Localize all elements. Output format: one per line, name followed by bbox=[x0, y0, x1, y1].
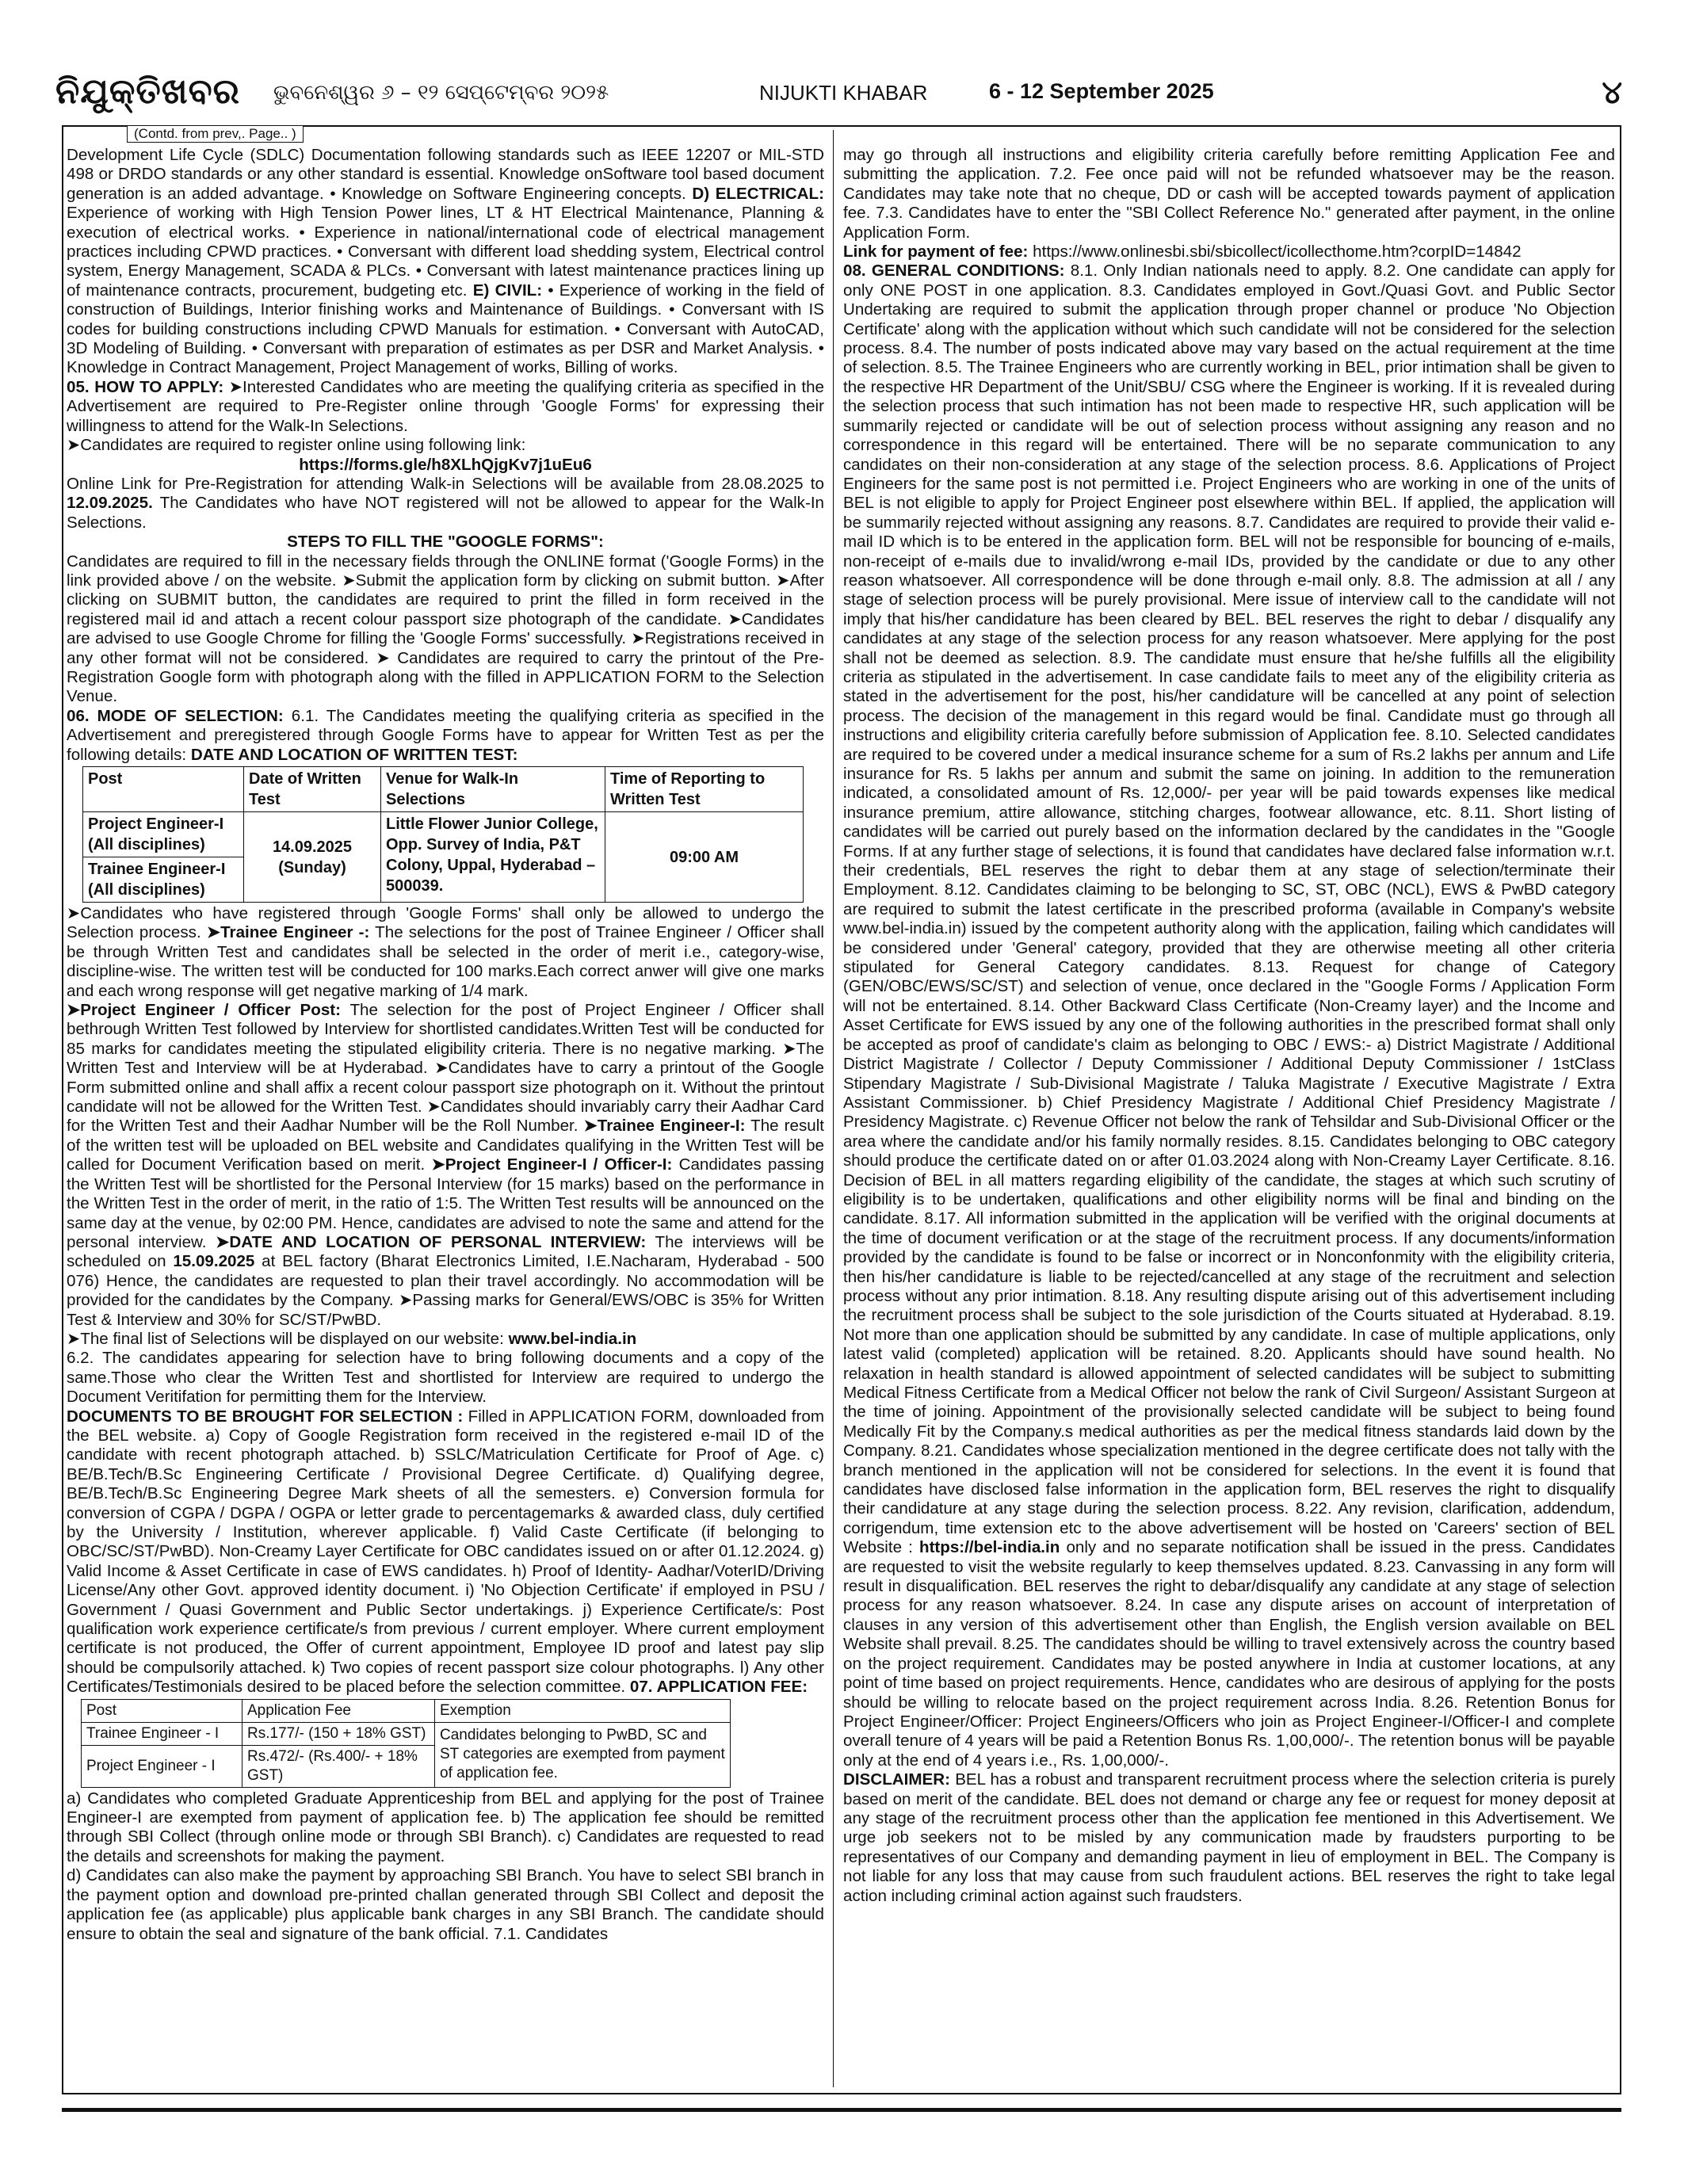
cell-fee-project: Rs.472/- (Rs.400/- + 18% GST) bbox=[242, 1745, 435, 1787]
publication-name: NIJUKTI KHABAR bbox=[759, 81, 928, 105]
paragraph-general-conditions: 08. GENERAL CONDITIONS: 8.1. Only Indian nationals need to apply. 8.2. One candidate can apply for only ONE POST in one application. 8.3. Candidates employed in Govt./Quasi Govt. and Public Sector Undertaking are required to submit the application through proper channel or produce 'No Objection Certificate' along with the application without which such candidate will not be considered for the selection process. 8.4. The number of posts indicated above may vary based on the actual requirement at the time of selection. 8.5. The Trainee Engineers who are currently working in BEL, prior intimation shall be given to the respective HR Department of the Unit/SBU/ CSG where the Engineer is working. If it is revealed during the selection process that such intimation has not been made to respective HR, such application will be summarily rejected or candidate will be out of selection process without assigning any reason and no correspondence in this regard will be entertained. There will be no separate communication to any candidates on their non-consideration at any stage of the selection process. 8.6. Applications of Project Engineers for the same post is not permitted i.e. Project Engineers who are working in one of the units of BEL is not eligible to apply for Project Engineer post elsewhere within BEL. If applied, the application will be summarily rejected without assigning any reasons. 8.7. Candidates are required to provide their valid e-mail ID which is to be entered in the application form. BEL will not be responsible for bouncing of e-mails, non-receipt of e-mails due to invalid/wrong e-mail IDs, provided by the candidate or due to any other reason whatsoever. All correspondence will be done through e-mail only. 8.8. The admission at all / any stage of selection process will be purely provisional. Mere issue of interview call to the candidate will not imply that his/her candidature has been cleared by BEL. BEL reserves the right to debar / disqualify any candidates at any stage of the selection process for any reason whatsoever. Mere applying for the post shall not be deemed as selection. 8.9. The candidate must ensure that he/she fulfills all the eligibility criteria as stipulated in the advertisement. In case candidate fails to meet any of the eligibility criteria as stated in the advertisement for the post, his/her candidature will be cancelled at any point of selection process. The decision of the management in this regard would be final. Candidate must go through all instructions and eligibility criteria carefully before submission of Application fee. 8.10. Selected candidates are required to be covered under a medical insurance scheme for a sum of Rs.2 lakhs per annum and Life insurance for Rs. 5 lakhs per annum and submit the same on joining. In addition to the remuneration indicated, a consolidated amount of Rs. 12,000/- per year will be paid towards expenses like medical insurance premium, attire allowance, stitching charges, footwear allowance, etc. 8.11. Short listing of candidates will be carried out purely based on the information declared by the candidates in the "Google Forms. If at any further stage of selections, it is found that candidates have declared false information w.r.t. their credentials, BEL reserves the right to debar them at any stage of selection/terminate their Employment. 8.12. Candidates claiming to be belonging to SC, ST, OBC (NCL), EWS & PwBD category are required to submit the latest certificate in the prescribed proforma (available in Company's website www.bel-india.in) issued by the competent authority along with the application, failing which candidates will be considered under 'General' category, provided that they are otherwise meeting all other criteria stipulated for General Category candidates. 8.13. Request for change of Category (GEN/OBC/EWS/SC/ST) and selection of venue, once declared in the "Google Forms / Application Form will not be entertained. 8.14. Other Backward Class Certificate (Non-Creamy layer) and the Income and Asset Certificate for EWS issued by any one of the following authorities in the prescribed format shall only be accepted as proof of candidate's claim as belonging to OBC / EWS:- a) District Magistrate / Additional District Magistrate / Collector / Deputy Commissioner / Additional Deputy Commissioner / 1stClass Stipendary Magistrate / Sub-Divisional Magistrate / Taluka Magistrate / Executive Magistrate / Extra Assistant Commissioner. b) Chief Presidency Magistrate / Additional Chief Presidency Magistrate / Presidency Magistrate. c) Revenue Officer not below the rank of Tehsildar and Sub-Divisional Officer or the area where the candidate and/or his family normally resides. 8.15. Candidates belonging to OBC category should produce the certificate dated on or after 01.03.2024 along with Non-Creamy Layer Certificate. 8.16. Decision of BEL in all matters regarding eligibility of the candidate, the stages at which such scrutiny of eligibility is to be undertaken, qualifications and other eligibility norms will be final and binding on the candidate. 8.17. All information submitted in the application will be verified with the original documents at the time of document verification or at the stage of the recruitment process. If any documents/information provided by the candidate is found to be false or incorrect or in Nonconfonmity with the eligibility criteria, then his/her candidature is liable to be rejected/cancelled at any stage of the recruitment and selection process without any prior intimation. 8.18. Any resulting dispute arising out of this advertisement including the recruitment process shall be subject to the sole jurisdiction of the Courts situated at Hyderabad. 8.19. Not more than one application should be submitted by any candidate. In case of multiple applications, only latest valid (completed) application will be retained. 8.20. Applicants should have sound health. No relaxation in health standard is allowed appointment of selected candidates will be subject to submitting Medical Fitness Certificate from a Medical Officer not below the rank of Civil Surgeon/ Assistant Surgeon at the time of joining. Appointment of the provisionally selected candidate will be subject to being found Medically Fit by the Company.s medical authorities as per the medical fitness standards laid down by the Company. 8.21. Candidates whose specialization mentioned in the degree certificate does not tally with the branch mentioned in the application will not be considered for selections. In the event it is found that candidates have disclosed false information in the application form, BEL reserves the right to disqualify their candidature at any stage during the selection process. 8.22. Any revision, clarification, addendum, corrigendum, time extension etc to the above advertisement will be hosted on 'Careers' section of BEL Website : https://bel-india.in only and no separate notification shall be issued in the press. Candidates are requested to visit the website regularly to keep themselves updated. 8.23. Canvassing in any form will result in disqualification. BEL reserves the right to debar/disqualify any candidate at any stage of selection process for any reason whatsoever. 8.24. In case any dispute arises on account of interpretation of clauses in any version of this advertisement other than English, the English version available on BEL Website shall prevail. 8.25. The candidates should be willing to travel extensively across the country based on the project requirement. Candidates may be posted anywhere in India at customer locations, at any point of time based on project requirements. Hence, candidates who are desirous of applying for the posts should be willing to relocate based on the project requirement across India. 8.26. Retention Bonus for Project Engineer/Officer: Project Engineers/Officers who join as Project Engineer-I/Officer-I and complete overall tenure of 4 years will be paid a Retention Bonus Rs. 1,00,000/-. The retention bonus will be payable only at the end of 4 years i.e., Rs. 1,00,000/-. bbox=[843, 262, 1616, 1770]
cell-test-date: 14.09.2025 (Sunday) bbox=[244, 812, 381, 903]
paragraph-disclaimer: DISCLAIMER: BEL has a robust and transparent recruitment process where the selection criteria is purely based on merit of the candidate. BEL does not demand or charge any fee or request for money deposit at any stage of the recruitment process other than the application fee mentioned in this Advertisement. We urge job seekers not to be misled by any communication made by fraudsters purporting to be representatives of our Company and demanding payment in lieu of employment in BEL. The Company is not liable for any loss that may cause from such fraudulent actions. BEL reserves the right to take legal action including criminal action against such fraudsters. bbox=[843, 1770, 1615, 1905]
paragraph-sdlc: Development Life Cycle (SDLC) Documentation following standards such as IEEE 12207 or MIL-STD 498 or DRDO standards or any other standard is essential. Knowledge onSoftware tool based document generation is an added advantage. • Knowledge on Software Engineering concepts. D) ELECTRICAL: Experience of working with High Tension Power lines, LT & HT Electrical Maintenance, Planning & execution of electrical works. • Experience in national/international code of electrical management practices including CPWD practices. • Conversant with different load shedding system, Electrical control system, Energy Management, SCADA & PLCs. • Conversant with latest maintenance practices lining up of maintenance contracts, procurement, budgeting etc. E) CIVIL: • Experience of working in the field of construction of Buildings, Interior finishing works and Maintenance of Buildings. • Conversant with IS codes for building constructions including CPWD Manuals for estimation. • Conversant with AutoCAD, 3D Modeling of Building. • Conversant with preparation of estimates as per DSR and Market Analysis. • Knowledge in Contract Management, Project Management of works, Billing of works. bbox=[67, 146, 824, 377]
cell-fee-post-trainee: Trainee Engineer - I bbox=[82, 1722, 242, 1745]
cell-fee-exemption: Candidates belonging to PwBD, SC and ST categories are exempted from payment of application fee. bbox=[435, 1722, 731, 1787]
column-left bbox=[67, 146, 824, 1944]
paragraph-6-2: 6.2. The candidates appearing for selection have to bring following documents and a copy of the same.Those who clear the Written Test and shortlisted for Interview are required to undergo the Document Veritifation for permitting them for the Interview. bbox=[67, 1349, 824, 1407]
paragraph-project-engineer: ➤Project Engineer / Officer Post: The selection for the post of Project Engineer / Officer shall bethrough Written Test followed by Interview for shortlisted candidates.Written Test will be conducted for 85 marks for candidates meeting the stipulated eligibility criteria. There is no negative marking. ➤The Written Test and Interview will be at Hyderabad. ➤Candidates have to carry a printout of the Google Form submitted online and shall affix a recent colour passport size photograph on it. Without the printout candidate will not be allowed for the Written Test. ➤Candidates should invariably carry their Aadhar Card for the Written Test and their Aadhar Number will be the Roll Number. ➤Trainee Engineer-I: The result of the written test will be uploaded on BEL website and Candidates qualifying in the Written Test will be called for Document Verification based on merit. ➤Project Engineer-I / Officer-I: Candidates passing the Written Test will be shortlisted for the Personal Interview (for 15 marks) based on the performance in the Written Test in the order of merit, in the ratio of 1:5. The Written Test results will be announced on the same day at the venue, by 02:00 PM. Hence, candidates are advised to note the same and attend for the personal interview. ➤DATE AND LOCATION OF PERSONAL INTERVIEW: The interviews will be scheduled on 15.09.2025 at BEL factory (Bharat Electronics Limited, I.E.Nacharam, Hyderabad - 500 076) Hence, the candidates are requested to plan their travel accordingly. No accommodation will be provided for the candidates by the Company. ➤Passing marks for General/EWS/OBC is 35% for Written Test & Interview and 30% for SC/ST/PwBD. bbox=[67, 1001, 824, 1329]
payment-link-line: Link for payment of fee: https://www.onlinesbi.sbi/sbicollect/icollecthome.htm?corpID=14842 bbox=[843, 242, 1522, 262]
masthead-logo: ନିଯୁକ୍ତିଖବର bbox=[55, 71, 241, 112]
page-header bbox=[55, 71, 1629, 119]
register-line: ➤Candidates are required to register online using following link: bbox=[67, 436, 526, 455]
paragraph-mode-of-selection: 06. MODE OF SELECTION: 6.1. The Candidates meeting the qualifying criteria as specified in the Advertisement and preregistered through Google Forms have to appear for Written Test as per the following details: DATE AND LOCATION OF WRITTEN TEST: bbox=[67, 706, 824, 764]
cell-venue: Little Flower Junior College, Opp. Survey of India, P&T Colony, Uppal, Hyderabad – 500039. bbox=[381, 812, 605, 903]
cell-reporting-time: 09:00 AM bbox=[605, 812, 804, 903]
th-venue: Venue for Walk-In Selections bbox=[381, 767, 605, 812]
bottom-rule bbox=[62, 2108, 1621, 2112]
paragraph-steps: Candidates are required to fill in the necessary fields through the ONLINE format ('Google Forms) in the link provided above / on the website. ➤Submit the application form by clicking on submit button. ➤After clicking on SUBMIT button, the candidates are required to print the filled in form received in the registered mail id and attach a recent colour passport size photograph of the candidate. ➤Candidates are advised to use Google Chrome for filling the 'Google Forms' successfully. ➤Registrations received in any other format will not be considered. ➤ Candidates are required to carry the printout of the Pre-Registration Google form with photograph along with the filled in APPLICATION FORM to the Selection Venue. bbox=[67, 552, 824, 706]
registration-link: https://forms.gle/h8XLhQjgKv7j1uEu6 bbox=[299, 455, 592, 474]
cell-post-trainee: Trainee Engineer-I (All disciplines) bbox=[83, 857, 244, 903]
th-time: Time of Reporting to Written Test bbox=[605, 767, 804, 812]
paragraph-how-to-apply: 05. HOW TO APPLY: ➤Interested Candidates who are meeting the qualifying criteria as specified in the Advertisement are required to Pre-Register online through 'Google Forms' for expressing their willingness to attend for the Walk-In Selections. bbox=[67, 377, 824, 435]
paragraph-online-link: Online Link for Pre-Registration for attending Walk-in Selections will be available from 28.08.2025 to 12.09.2025. The Candidates who have NOT registered will not be allowed to appear for the Walk-In Selections. bbox=[67, 474, 825, 532]
application-fee-table bbox=[81, 1699, 731, 1788]
th-fee-amount: Application Fee bbox=[242, 1699, 435, 1722]
column-right bbox=[843, 146, 1615, 1906]
odia-date: ଭୁବନେଶ୍ୱର ୬ – ୧୨ ସେପ୍ଟେମ୍ବର ୨୦୨୫ bbox=[273, 81, 609, 105]
cell-fee-post-project: Project Engineer - I bbox=[82, 1745, 242, 1787]
article-frame bbox=[62, 125, 1621, 2094]
continued-label: (Contd. from prev,. Page.. ) bbox=[127, 125, 304, 143]
th-date: Date of Written Test bbox=[244, 767, 381, 812]
written-test-table bbox=[82, 766, 804, 903]
th-post: Post bbox=[83, 767, 244, 812]
cell-post-project: Project Engineer-I (All disciplines) bbox=[83, 812, 244, 857]
th-fee-post: Post bbox=[82, 1699, 242, 1722]
paragraph-final-list: ➤The final list of Selections will be displayed on our website: www.bel-india.in bbox=[67, 1329, 637, 1348]
paragraph-sbi-branch: d) Candidates can also make the payment by approaching SBI Branch. You have to select SBI branch in the payment option and download pre-printed challan generated through SBI Collect and deposit the application fee (as applicable) plus applicable bank charges in any SBI Branch. The candidate should ensure to obtain the seal and signature of the bank official. 7.1. Candidates bbox=[67, 1866, 824, 1943]
column-divider bbox=[833, 130, 834, 2087]
paragraph-selection-process: ➤Candidates who have registered through 'Google Forms' shall only be allowed to undergo the Selection process. ➤Trainee Engineer -: The selections for the post of Trainee Engineer / Officer shall be through Written Test and candidates shall be selected in the order of merit i.e., category-wise, discipline-wise. The written test will be conducted for 100 marks.Each correct anwer will give one marks and each wrong response will get negative marking of 1/4 mark. bbox=[67, 904, 824, 1000]
page-number: ୪ bbox=[1602, 74, 1622, 111]
issue-date: 6 - 12 September 2025 bbox=[989, 79, 1214, 103]
paragraph-fee-notes: a) Candidates who completed Graduate Apprenticeship from BEL and applying for the post of Trainee Engineer-I are exempted from payment of application fee. b) The application fee should be remitted through SBI Collect (through online mode or through SBI Branch). c) Candidates are requested to read the details and screenshots for making the payment. bbox=[67, 1789, 824, 1865]
paragraph-documents: DOCUMENTS TO BE BROUGHT FOR SELECTION : Filled in APPLICATION FORM, downloaded from the BEL website. a) Copy of Google Registration form received in the registered e-mail ID of the candidate with recent photograph attached. b) SSLC/Matriculation Certificate for Proof of Age. c) BE/B.Tech/B.Sc Engineering Certificate / Provisional Degree Certificate. d) Qualifying degree, BE/B.Tech/B.Sc Engineering Degree Mark sheets of all the semesters. e) Conversion formula for conversion of CGPA / DGPA / OGPA or letter grade to percentagemarks & awarded class, duly certified by the University / Institution, wherever applicable. f) Valid Caste Certificate (if belonging to OBC/SC/ST/PwBD). Non-Creamy Layer Certificate for OBC candidates issued on or after 01.12.2024. g) Valid Income & Asset Certificate in case of EWS candidates. h) Proof of Identity- Aadhar/VoterID/Driving License/Any other Govt. approved identity document. i) 'No Objection Certificate' if employed in PSU / Government / Quasi Government and Public Sector undertakings. j) Experience Certificate/s: Post qualification work experience certificate/s from previous / current employer. Where current employment certificate is not produced, the Offer of current appointment, Employee ID proof and latest pay slip should be compulsorily attached. k) Two copies of recent passport size colour photographs. l) Any other Certificates/Testimonials desired to be placed before the selection committee. 07. APPLICATION FEE: bbox=[67, 1407, 824, 1697]
cell-fee-trainee: Rs.177/- (150 + 18% GST) bbox=[242, 1722, 435, 1745]
th-fee-exemption: Exemption bbox=[435, 1699, 731, 1722]
paragraph-fee-continued: may go through all instructions and eligibility criteria carefully before remitting Application Fee and submitting the application. 7.2. Fee once paid will not be refunded whatsoever may be the reason. Candidates may take note that no cheque, DD or cash will be accepted towards payment of application fee. 7.3. Candidates have to enter the "SBI Collect Reference No." generated after payment, in the online Application Form. bbox=[843, 146, 1615, 242]
steps-heading: STEPS TO FILL THE "GOOGLE FORMS": bbox=[287, 533, 604, 552]
